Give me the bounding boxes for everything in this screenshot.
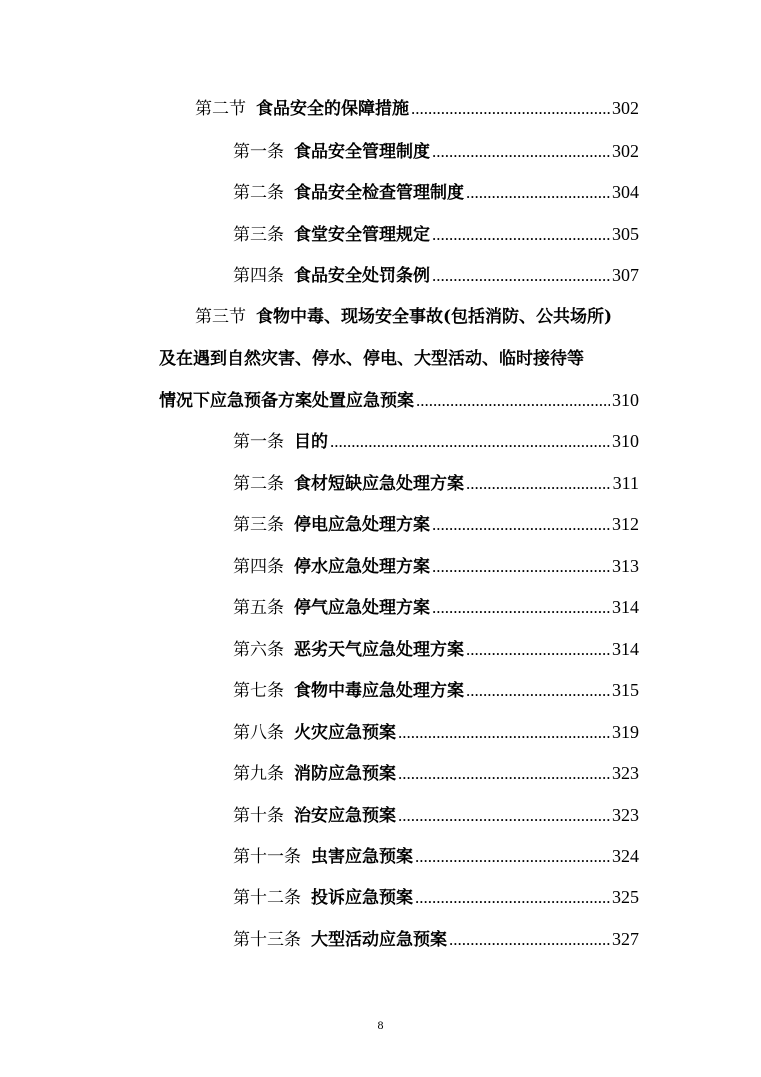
toc-entry-page: 325	[612, 887, 639, 907]
toc-entry-continuation	[159, 385, 639, 415]
toc-leader-dots	[398, 759, 610, 789]
toc-entry-page: 311	[612, 473, 639, 493]
toc-entry-number: 第一条	[233, 432, 284, 452]
toc-entry-page: 314	[612, 639, 639, 659]
toc-leader-dots	[432, 510, 610, 540]
toc-entry-number: 第三条	[233, 515, 284, 535]
toc-entry-article	[233, 634, 639, 664]
toc-entry-title: 食材短缺应急处理方案	[294, 474, 464, 494]
toc-entry-page: 310	[612, 390, 639, 410]
toc-entry-page: 310	[612, 431, 639, 451]
toc-leader-dots	[416, 386, 610, 416]
toc-entry-page: 327	[612, 929, 639, 949]
toc-entry-page: 307	[612, 265, 639, 285]
toc-entry-number: 第十一条	[233, 847, 301, 867]
toc-entry-article	[233, 426, 639, 456]
toc-entry-title: 大型活动应急预案	[311, 930, 447, 950]
toc-entry-number: 第七条	[233, 681, 284, 701]
toc-entry-article	[233, 219, 639, 249]
toc-leader-dots	[415, 842, 610, 872]
toc-leader-dots	[466, 635, 610, 665]
toc-entry-page: 304	[612, 182, 639, 202]
toc-leader-dots	[432, 593, 610, 623]
toc-entry-article	[233, 882, 639, 912]
toc-entry-article	[233, 551, 639, 581]
page-number-footer: 8	[377, 1018, 384, 1032]
toc-leader-dots	[411, 94, 610, 124]
toc-leader-dots	[432, 552, 610, 582]
toc-entry-title: 停水应急处理方案	[294, 557, 430, 577]
toc-entry-number: 第十二条	[233, 888, 301, 908]
toc-entry-title: 食堂安全管理规定	[294, 225, 430, 245]
toc-entry-title: 食品安全的保障措施	[256, 99, 409, 119]
toc-entry-section-2	[195, 93, 639, 123]
toc-entry-title: 食物中毒应急处理方案	[294, 681, 464, 701]
toc-entry-number: 第四条	[233, 266, 284, 286]
toc-entry-number: 第十三条	[233, 930, 301, 950]
toc-entry-number: 第二条	[233, 183, 284, 203]
toc-entry-number: 第五条	[233, 598, 284, 618]
toc-leader-dots	[432, 220, 610, 250]
toc-entry-page: 313	[612, 556, 639, 576]
toc-entry-title-continued: 情况下应急预备方案处置应急预案	[159, 391, 414, 411]
toc-entry-article	[233, 468, 639, 498]
toc-entry-page: 302	[612, 98, 639, 118]
toc-entry-page: 324	[612, 846, 639, 866]
toc-leader-dots	[398, 718, 610, 748]
toc-entry-title: 目的	[294, 432, 328, 452]
toc-entry-page: 323	[612, 763, 639, 783]
toc-entry-article	[233, 800, 639, 830]
toc-entry-title: 停电应急处理方案	[294, 515, 430, 535]
toc-entry-page: 314	[612, 597, 639, 617]
toc-entry-number: 第二条	[233, 474, 284, 494]
toc-leader-dots	[449, 925, 610, 955]
toc-entry-title: 消防应急预案	[294, 764, 396, 784]
toc-entry-title: 食物中毒、现场安全事故(包括消防、公共场所)	[256, 307, 613, 327]
toc-entry-title: 恶劣天气应急处理方案	[294, 640, 464, 660]
toc-entry-section-3	[195, 302, 639, 332]
toc-leader-dots	[466, 469, 611, 499]
toc-leader-dots	[432, 261, 610, 291]
toc-entry-number: 第十条	[233, 806, 284, 826]
toc-entry-article	[233, 841, 639, 871]
toc-entry-article	[233, 758, 639, 788]
toc-entry-title: 治安应急预案	[294, 806, 396, 826]
toc-entry-article	[233, 717, 639, 747]
toc-entry-number: 第六条	[233, 640, 284, 660]
toc-entry-number: 第四条	[233, 557, 284, 577]
toc-entry-page: 323	[612, 805, 639, 825]
toc-entry-number: 第九条	[233, 764, 284, 784]
toc-leader-dots	[432, 137, 610, 167]
toc-entry-number: 第八条	[233, 723, 284, 743]
toc-entry-page: 319	[612, 722, 639, 742]
toc-leader-dots	[415, 883, 610, 913]
toc-entry-title: 食品安全处罚条例	[294, 266, 430, 286]
toc-entry-title-continued: 及在遇到自然灾害、停水、停电、大型活动、临时接待等	[159, 349, 584, 369]
toc-entry-number: 第三条	[233, 225, 284, 245]
toc-entry-article	[233, 136, 639, 166]
toc-leader-dots	[466, 676, 610, 706]
toc-entry-article	[233, 260, 639, 290]
toc-entry-number: 第三节	[195, 307, 246, 327]
toc-leader-dots	[330, 427, 610, 457]
toc-entry-page: 305	[612, 224, 639, 244]
toc-entry-page: 312	[612, 514, 639, 534]
toc-entry-article	[233, 675, 639, 705]
toc-leader-dots	[466, 178, 610, 208]
toc-entry-number: 第二节	[195, 99, 246, 119]
toc-entry-page: 302	[612, 141, 639, 161]
toc-entry-article	[233, 509, 639, 539]
toc-entry-title: 投诉应急预案	[311, 888, 413, 908]
toc-entry-title: 停气应急处理方案	[294, 598, 430, 618]
toc-entry-title: 虫害应急预案	[311, 847, 413, 867]
toc-entry-continuation	[159, 344, 639, 374]
toc-entry-page: 315	[612, 680, 639, 700]
toc-entry-article	[233, 924, 639, 954]
toc-entry-title: 食品安全管理制度	[294, 142, 430, 162]
toc-entry-number: 第一条	[233, 142, 284, 162]
toc-entry-title: 食品安全检查管理制度	[294, 183, 464, 203]
toc-entry-article	[233, 177, 639, 207]
toc-leader-dots	[398, 801, 610, 831]
toc-entry-article	[233, 592, 639, 622]
toc-entry-title: 火灾应急预案	[294, 723, 396, 743]
